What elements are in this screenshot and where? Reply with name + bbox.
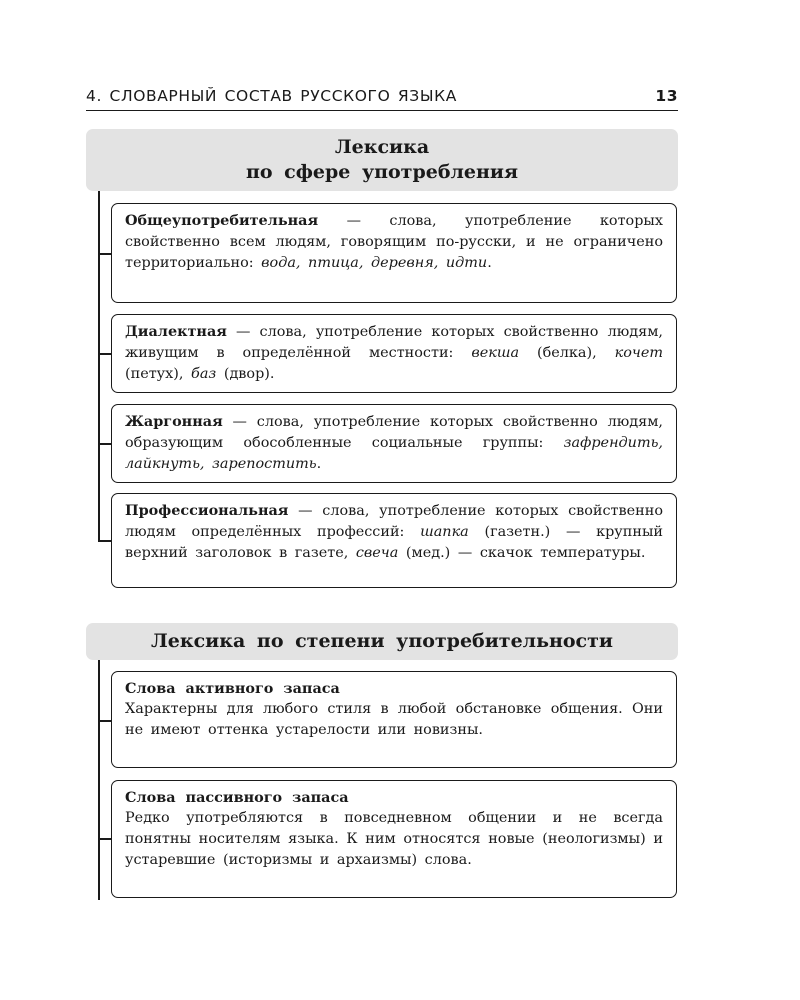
box-text: Характерны для любого стиля в любой обстановке общения. Они не имеют оттенка устарелости или новизны. — [125, 701, 663, 738]
lexis-dialect-box — [111, 314, 677, 393]
term: Жаргонная — [125, 413, 223, 430]
section-sphere-bracket — [98, 191, 100, 541]
section-sphere-title-line2: по сфере употребления — [245, 161, 519, 183]
section-usage-title: Лексика по степени употребительности — [86, 623, 678, 660]
gloss: (петух), — [125, 366, 192, 382]
gloss: (двор). — [216, 366, 275, 382]
punctuation: . — [316, 456, 322, 472]
example: шапка — [420, 524, 469, 540]
section-sphere-title — [86, 129, 678, 191]
bracket-tick — [98, 253, 112, 255]
example: баз — [191, 366, 217, 382]
bracket-tick — [98, 443, 112, 445]
gloss: (белка), — [519, 345, 615, 361]
box-text: Редко употребляются в повседневном общении и не всегда понятны носителям языка. К ним относятся новые (неологизмы) и устаревшие (историзмы и архаизмы) слова. — [125, 810, 663, 868]
term: Профессиональная — [125, 502, 289, 519]
lexis-jargon-box — [111, 404, 677, 483]
bracket-tick — [98, 540, 112, 542]
example: свеча — [355, 545, 399, 561]
section-usage-bracket — [98, 660, 100, 900]
punctuation: . — [487, 255, 492, 271]
example: вода, птица, деревня, идти — [261, 255, 488, 271]
lexis-professional-box — [111, 493, 677, 588]
definition: — слова, употребление которых свойственно людям, образующим обособленные социальные группы: — [125, 414, 663, 451]
example: зафрендить, лайкнуть, зарепостить — [125, 435, 663, 472]
passive-vocabulary-box — [111, 780, 677, 898]
running-head — [86, 86, 678, 111]
definition: — слова, употребление которых свойственно всем людям, говорящим по-русски, и не ограничено территориально: — [125, 213, 663, 271]
box-heading: Слова активного запаса — [125, 680, 340, 697]
active-vocabulary-box — [111, 671, 677, 768]
gloss: (мед.) — скачок температуры. — [398, 545, 646, 561]
page-number: 13 — [655, 87, 678, 105]
chapter-title: 4. СЛОВАРНЫЙ СОСТАВ РУССКОГО ЯЗЫКА — [86, 87, 457, 105]
bracket-tick — [98, 353, 112, 355]
definition: — слова, употребление которых свойственно людям, живущим в определённой местности: — [125, 324, 663, 361]
section-sphere-title-line1: Лексика — [334, 136, 430, 158]
definition: — слова, употребление которых свойственно людям определённых профессий: — [125, 503, 663, 540]
bracket-tick — [98, 838, 112, 840]
term: Диалектная — [125, 323, 227, 340]
lexis-common-box — [111, 203, 677, 303]
box-heading: Слова пассивного запаса — [125, 789, 349, 806]
gloss: (газетн.) — крупный верхний заголовок в газете, — [125, 524, 663, 561]
example: кочет — [614, 345, 663, 361]
example: векша — [471, 345, 520, 361]
bracket-tick — [98, 720, 112, 722]
term: Общеупотребительная — [125, 212, 319, 229]
